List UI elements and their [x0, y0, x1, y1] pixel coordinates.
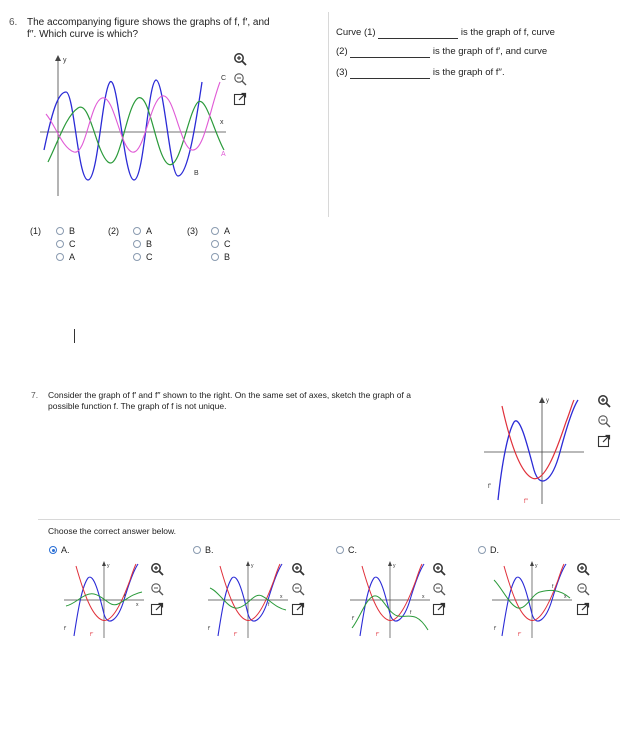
q6-number: 6.	[9, 17, 18, 28]
mini-x-label: x	[564, 594, 567, 600]
choice-c-graph	[346, 558, 432, 640]
q6-answer-line-1	[336, 27, 555, 39]
q6-graph-tools	[233, 52, 249, 112]
q6-g2-opt-0[interactable]	[133, 226, 152, 236]
q6-y-arrow	[55, 55, 61, 61]
q6-y-label: y	[63, 57, 67, 64]
option-label: B	[69, 226, 76, 236]
radio-button[interactable]	[478, 546, 486, 554]
mini-x-label: x	[136, 602, 139, 608]
q6-label-b: B	[194, 170, 199, 177]
radio-button[interactable]	[211, 227, 219, 235]
q6-curve-b	[44, 80, 202, 180]
choice-a-label: A.	[61, 545, 70, 555]
mini-fprime-label: f′	[494, 626, 497, 632]
mini-fdouble-label: f′′	[376, 632, 380, 638]
q6-prompt	[27, 17, 317, 41]
option-label: A	[224, 226, 231, 236]
choice-b-label: B.	[205, 545, 214, 555]
radio-button[interactable]	[193, 546, 201, 554]
curve3-blank[interactable]	[350, 68, 430, 79]
choice-c-label: C.	[348, 545, 357, 555]
mini-f-label: f	[124, 594, 126, 600]
mini-y-label: y	[393, 563, 396, 569]
mini-y-label: y	[107, 563, 110, 569]
q6-g2-opt-2[interactable]	[133, 252, 153, 262]
mini-f-label: f	[552, 584, 554, 590]
curve2-suffix: is the graph of f′, and curve	[432, 46, 548, 57]
q6-g1-opt-1[interactable]	[56, 239, 76, 249]
radio-button[interactable]	[211, 240, 219, 248]
zoom-in-icon[interactable]	[233, 52, 247, 66]
choice-b[interactable]	[193, 545, 214, 555]
option-label: C	[224, 239, 231, 249]
q6-g1-opt-2[interactable]	[56, 252, 75, 262]
mini-x-label: x	[422, 594, 425, 600]
curve3-suffix: is the graph of f′′.	[432, 67, 505, 78]
expand-icon[interactable]	[291, 602, 305, 616]
q6-prompt-line2: f′′. Which curve is which?	[27, 29, 139, 40]
q6-answer-line-2	[336, 46, 547, 58]
choice-b-tools	[291, 562, 307, 622]
mini-fprime-label: f′	[352, 616, 355, 622]
expand-icon[interactable]	[597, 434, 611, 448]
expand-icon[interactable]	[233, 92, 247, 106]
q7-graph	[480, 392, 590, 508]
q7-y-arrow	[539, 397, 545, 403]
q7-curve-fprime	[498, 400, 578, 500]
mini-fprime-label: f′	[208, 626, 211, 632]
radio-button[interactable]	[56, 253, 64, 261]
q7-divider	[38, 519, 620, 520]
q7-fprime-label: f′	[488, 484, 491, 490]
mini-curve-red	[76, 564, 136, 620]
zoom-out-icon[interactable]	[291, 582, 305, 596]
q7-prompt-line2: possible function f. The graph of f is not unique.	[48, 401, 227, 411]
q7-prompt-line1: Consider the graph of f′ and f′′ shown to the right. On the same set of axes, sketch the graph of a	[48, 390, 411, 400]
choice-b-graph	[204, 558, 290, 640]
q6-group-2-label: (2)	[108, 226, 119, 236]
q6-g3-opt-2[interactable]	[211, 252, 230, 262]
q6-group-1-label: (1)	[30, 226, 41, 236]
zoom-out-icon[interactable]	[432, 582, 446, 596]
radio-button[interactable]	[133, 253, 141, 261]
radio-button[interactable]	[56, 240, 64, 248]
radio-button[interactable]	[133, 227, 141, 235]
mini-x-label: x	[280, 594, 283, 600]
mini-fdouble-label: f′′	[90, 632, 94, 638]
q6-g2-opt-1[interactable]	[133, 239, 152, 249]
q6-group-3	[187, 226, 198, 236]
q6-g3-opt-0[interactable]	[211, 226, 230, 236]
mini-y-label: y	[535, 563, 538, 569]
option-label: A	[146, 226, 153, 236]
q7-prompt	[48, 390, 468, 412]
q6-label-a: A	[221, 151, 226, 158]
curve2-blank[interactable]	[350, 47, 430, 58]
q6-group-3-label: (3)	[187, 226, 198, 236]
choice-d-label: D.	[490, 545, 499, 555]
choice-d-graph	[488, 558, 574, 640]
text-cursor	[74, 329, 75, 343]
choice-d-tools	[576, 562, 592, 622]
zoom-in-icon[interactable]	[150, 562, 164, 576]
q6-group-1	[30, 226, 41, 236]
q6-label-c: C	[221, 75, 227, 82]
option-label: B	[146, 239, 153, 249]
radio-button[interactable]	[56, 227, 64, 235]
q6-x-label: x	[220, 119, 224, 126]
q6-curve-c	[46, 82, 220, 152]
radio-button[interactable]	[336, 546, 344, 554]
mini-y-label: y	[251, 563, 254, 569]
zoom-out-icon[interactable]	[233, 72, 247, 86]
choice-c-tools	[432, 562, 448, 622]
radio-button[interactable]	[211, 253, 219, 261]
mini-fdouble-label: f′′	[234, 632, 238, 638]
zoom-in-icon[interactable]	[291, 562, 305, 576]
zoom-out-icon[interactable]	[576, 582, 590, 596]
q6-g1-opt-0[interactable]	[56, 226, 75, 236]
q6-g3-opt-1[interactable]	[211, 239, 231, 249]
curve1-prefix: Curve (1)	[336, 27, 376, 38]
zoom-out-icon[interactable]	[150, 582, 164, 596]
choice-d[interactable]	[478, 545, 499, 555]
mini-fdouble-label: f′′	[518, 632, 522, 638]
zoom-in-icon[interactable]	[576, 562, 590, 576]
option-label: C	[146, 252, 153, 262]
mini-f-label: f	[268, 602, 270, 608]
q6-graph	[38, 52, 228, 200]
expand-icon[interactable]	[576, 602, 590, 616]
q6-group-2	[108, 226, 119, 236]
choice-c[interactable]	[336, 545, 357, 555]
choice-a-graph	[60, 558, 146, 640]
curve3-prefix: (3)	[336, 67, 348, 78]
option-label: A	[69, 252, 76, 262]
choice-a-tools	[150, 562, 166, 622]
option-label: B	[224, 252, 231, 262]
q6-prompt-line1: The accompanying figure shows the graphs of f, f′, and	[27, 17, 270, 28]
q6-divider	[328, 12, 329, 217]
q7-graph-tools	[597, 394, 613, 454]
option-label: C	[69, 239, 76, 249]
choice-a[interactable]	[49, 545, 70, 555]
q6-answer-line-3	[336, 67, 505, 79]
q7-number: 7.	[31, 390, 39, 400]
curve1-suffix: is the graph of f, curve	[460, 27, 555, 38]
zoom-in-icon[interactable]	[597, 394, 611, 408]
mini-f-label: f	[410, 610, 412, 616]
q7-y-label: y	[546, 398, 549, 404]
radio-button[interactable]	[133, 240, 141, 248]
q7-fdouble-label: f′′	[524, 499, 528, 505]
radio-button-selected[interactable]	[49, 546, 57, 554]
mini-fprime-label: f′	[64, 626, 67, 632]
zoom-in-icon[interactable]	[432, 562, 446, 576]
q7-choose-text: Choose the correct answer below.	[48, 526, 177, 536]
zoom-out-icon[interactable]	[597, 414, 611, 428]
expand-icon[interactable]	[150, 602, 164, 616]
expand-icon[interactable]	[432, 602, 446, 616]
curve1-blank[interactable]	[378, 28, 458, 39]
curve2-prefix: (2)	[336, 46, 348, 57]
